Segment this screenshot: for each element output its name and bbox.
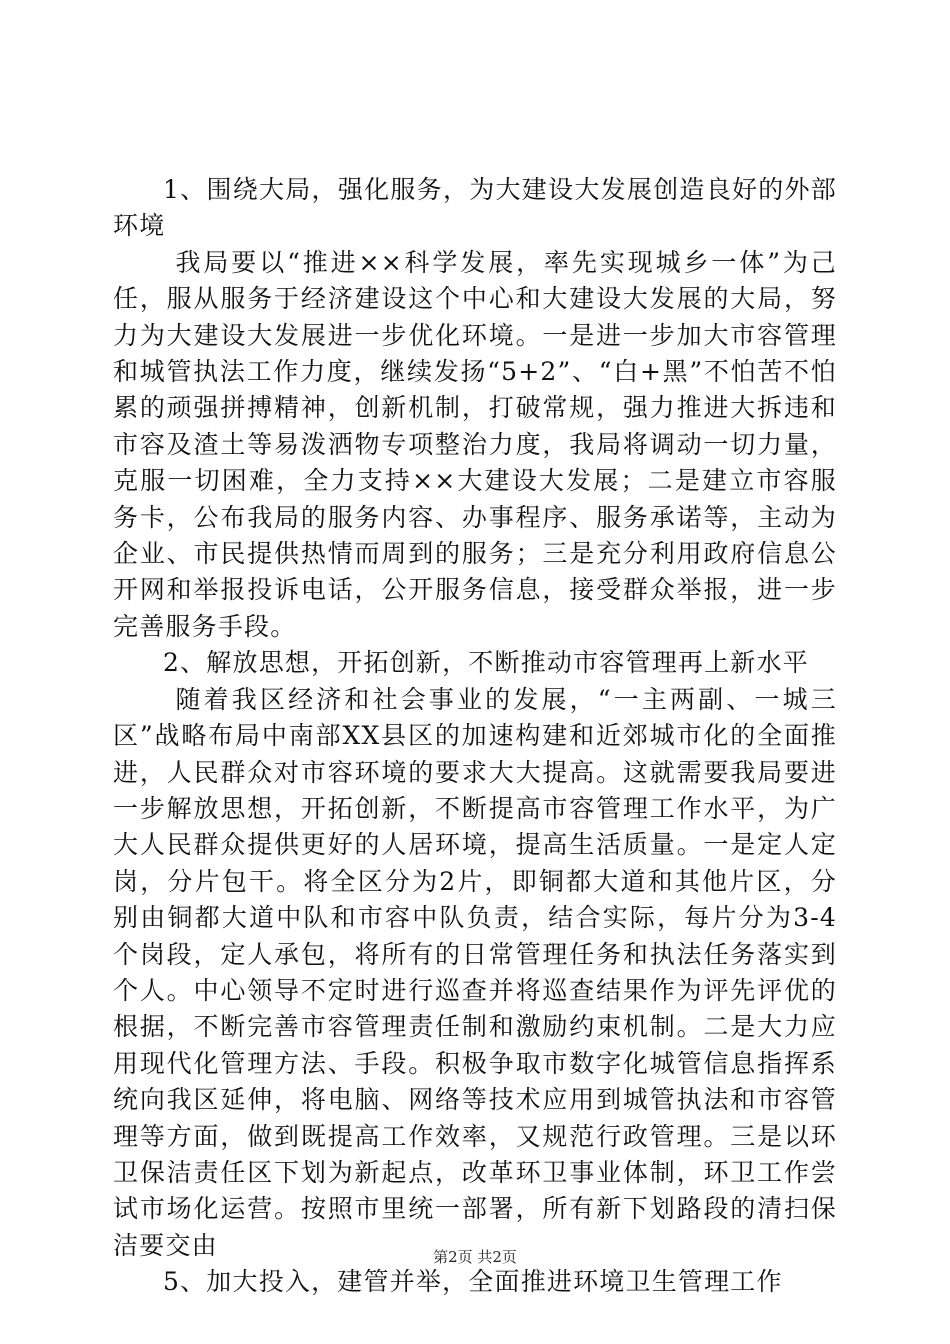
page-number-footer: 第2页 共2页 — [433, 1248, 517, 1266]
section-body-1: 我局要以“推进××科学发展，率先实现城乡一体”为己任，服从服务于经济建设这个中心和大建设大发展的大局，努力为大建设大发展进一步优化环境。一是进一步加大市容管理和城管执法工作力度，继续发扬“5+2”、“白+黑”不怕苦不怕累的顽强拼搏精神，创新机制，打破常规，强力推进大拆违和市容及渣土等易泼洒物专项整治力度，我局将调动一切力量，克服一切困难，全力支持××大建设大发展；二是建立市容服务卡，公布我局的服务内容、办事程序、服务承诺等，主动为企业、市民提供热情而周到的服务；三是充分利用政府信息公开网和举报投诉电话，公开服务信息，接受群众举报，进一步完善服务手段。 — [113, 247, 837, 641]
document-body — [113, 172, 837, 1301]
section-heading-2: 2、解放思想，开拓创新，不断推动市容管理再上新水平 — [163, 648, 809, 678]
section-heading-1: 1、围绕大局，强化服务，为大建设大发展创造良好的外部环境 — [113, 175, 837, 241]
section-heading-5: 5、加大投入，建管并举，全面推进环境卫生管理工作 — [163, 1267, 783, 1297]
section-body-2: 随着我区经济和社会事业的发展，“一主两副、一城三区”战略布局中南部XX县区的加速构建和近郊城市化的全面推进，人民群众对市容环境的要求大大提高。这就需要我局要进一步解放思想，开拓创新，不断提高市容管理工作水平，为广大人民群众提供更好的人居环境，提高生活质量。一是定人定岗，分片包干。将全区分为2片，即铜都大道和其他片区，分别由铜都大道中队和市容中队负责，结合实际，每片分为3-4个岗段，定人承包，将所有的日常管理任务和执法任务落实到个人。中心领导不定时进行巡查并将巡查结果作为评先评优的根据，不断完善市容管理责任制和激励约束机制。二是大力应用现代化管理方法、手段。积极争取市数字化城管信息指挥系统向我区延伸，将电脑、网络等技术应用到城管执法和市容管理等方面，做到既提高工作效率，又规范行政管理。三是以环卫保洁责任区下划为新起点，改革环卫事业体制，环卫工作尝试市场化运营。按照市里统一部署，所有新下划路段的清扫保洁要交由 — [113, 684, 837, 1260]
